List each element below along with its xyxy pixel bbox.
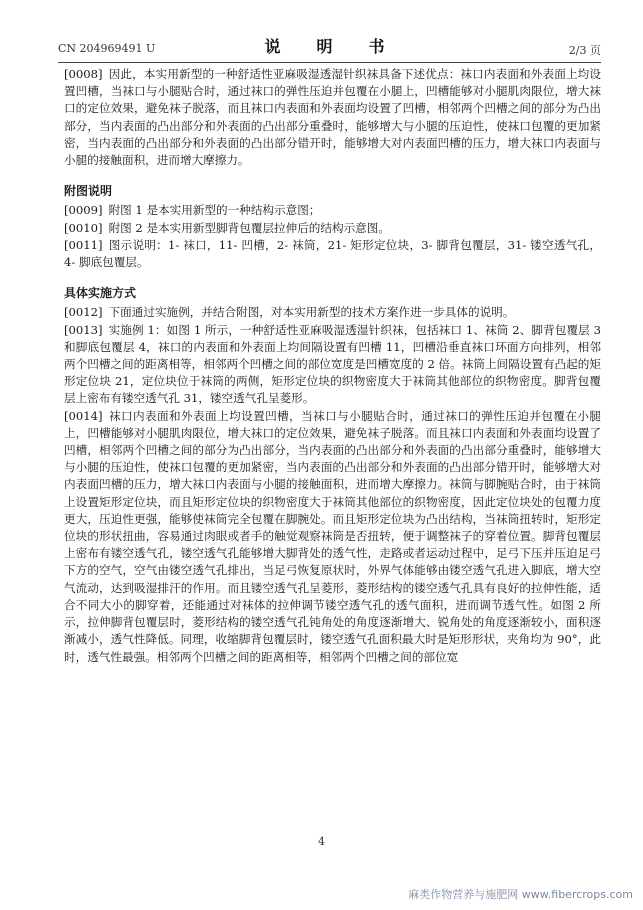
paragraph-text: 附图 2 是本实用新型脚背包覆层拉伸后的结构示意图。 [108,220,390,235]
document-body [64,66,601,666]
paragraph-0011 [64,237,601,271]
document-title: 说 明 书 [264,37,395,56]
paragraph-text: 实施例 1：如图 1 所示，一种舒适性亚麻吸湿透湿针织袜，包括袜口 1、袜筒 2、脚背包覆层 3 和脚底包覆层 4，袜口的内表面和外表面上均间隔设置有凹槽 11，凹槽沿垂直袜口环面方向排列，相邻两个凹槽之间的距离相等，相邻两个凹槽之间的部位宽度是凹槽宽度的 2 倍。袜筒上间隔设置有凸起的矩形定位块 21，定位块位于袜筒的两侧，矩形定位块的织物密度大于袜筒其他部位的织物密度。脚背包覆层上密布有镂空透气孔 31，镂空透气孔呈菱形。 [64,322,601,406]
paragraph-0009 [64,202,601,219]
section-heading-embodiments: 具体实施方式 [64,286,137,301]
paragraph-number: [0010] [64,220,103,235]
paragraph-number: [0012] [64,305,103,320]
paragraph-0013 [64,322,601,408]
patent-number: CN 204969491 U [58,42,156,55]
paragraph-0014 [64,408,601,666]
paragraph-text: 图示说明：1- 袜口，11- 凹槽，2- 袜筒，21- 矩形定位块，3- 脚背包覆层，31- 镂空透气孔，4- 脚底包覆层。 [64,237,601,270]
paragraph-number: [0008] [64,67,103,81]
paragraph-0008 [64,66,601,169]
page-header [58,34,601,56]
paragraph-text: 下面通过实施例，并结合附图，对本实用新型的技术方案作进一步具体的说明。 [108,305,515,320]
paragraph-text: 袜口内表面和外表面上均设置凹槽，当袜口与小腿贴合时，通过袜口的弹性压迫并包覆在小腿上，凹槽能够对小腿肌肉限位，增大袜口的定位效果，避免袜子脱落。而且袜口内表面和外表面均设置了凹槽，相邻两个凹槽之间的部分为凸出部分，当内表面的凸出部分和外表面的凸出部分重叠时，能够增大与小腿的压迫性，使袜口包覆的更加紧密，当内表面的凸出部分和外表面的凸出部分错开时，能够增大对内表面凹槽的压力，增大袜口内表面与小腿的接触面积，进而增大摩擦力。袜筒与脚腕贴合时，由于袜筒上设置矩形定位块，而且矩形定位块的织物密度大于袜筒其他部位的织物密度，因此定位块处的包覆力度更大，压迫性更强，能够使袜筒完全包覆在脚腕处。而且矩形定位块为凸出结构，当袜筒扭转时，矩形定位块的形状扭曲，容易通过肉眼或者手的触觉观察袜筒是否扭转，便于调整袜子的穿着位置。脚背包覆层上密布有镂空透气孔，镂空透气孔能够增大脚背处的透气性，走路或者运动过程中，足弓下压并压迫足弓下方的空气，空气由镂空透气孔排出，当足弓恢复原状时，外界气体能够由镂空透气孔进入脚底，增大空气流动，达到吸湿排汗的作用。而且镂空透气孔呈菱形，菱形结构的镂空透气孔具有良好的拉伸性能，适合不同大小的脚穿着，还能通过对袜体的拉伸调节镂空透气孔的透气面积，进而调节透气性。如图 2 所示，拉伸脚背包覆层时，菱形结构的镂空透气孔钝角处的角度逐渐增大、锐角处的角度逐渐较小，面积逐渐减小，透气性降低。同理，收缩脚背包覆层时，镂空透气孔面积最大时是矩形形状，夹角均为 90°，此时，透气性最强。相邻两个凹槽之间的距离相等，相邻两个凹槽之间的部位宽 [64,408,601,664]
paragraph-0010 [64,220,601,237]
watermark: 麻类作物营养与施肥网 www.fibercrops.com [404,884,637,904]
paragraph-number: [0014] [64,408,103,423]
paragraph-0012 [64,304,601,321]
page-number: 4 [318,835,325,848]
section-heading-figures: 附图说明 [64,184,113,199]
paragraph-number: [0011] [64,237,103,252]
paragraph-number: [0013] [64,322,103,337]
paragraph-text: 附图 1 是本实用新型的一种结构示意图； [108,203,321,218]
page-indicator: 2/3 页 [568,44,601,57]
paragraph-number: [0009] [64,203,103,218]
header-rule [58,62,601,63]
paragraph-text: 因此，本实用新型的一种舒适性亚麻吸湿透湿针织袜具备下述优点：袜口内表面和外表面上均设置凹槽，当袜口与小腿贴合时，通过袜口的弹性压迫并包覆在小腿上，凹槽能够对小腿肌肉限位，增大袜口的定位效果，避免袜子脱落，而且袜口内表面和外表面均设置了凹槽，相邻两个凹槽之间的部分为凸出部分，当内表面的凸出部分和外表面的凸出部分重叠时，能够增大与小腿的压迫性，使袜口包覆的更加紧密，当内表面的凸出部分和外表面的凸出部分错开时，能够增大对内表面凹槽的压力，增大袜口内表面与小腿的接触面积，进而增大摩擦力。 [64,67,601,168]
